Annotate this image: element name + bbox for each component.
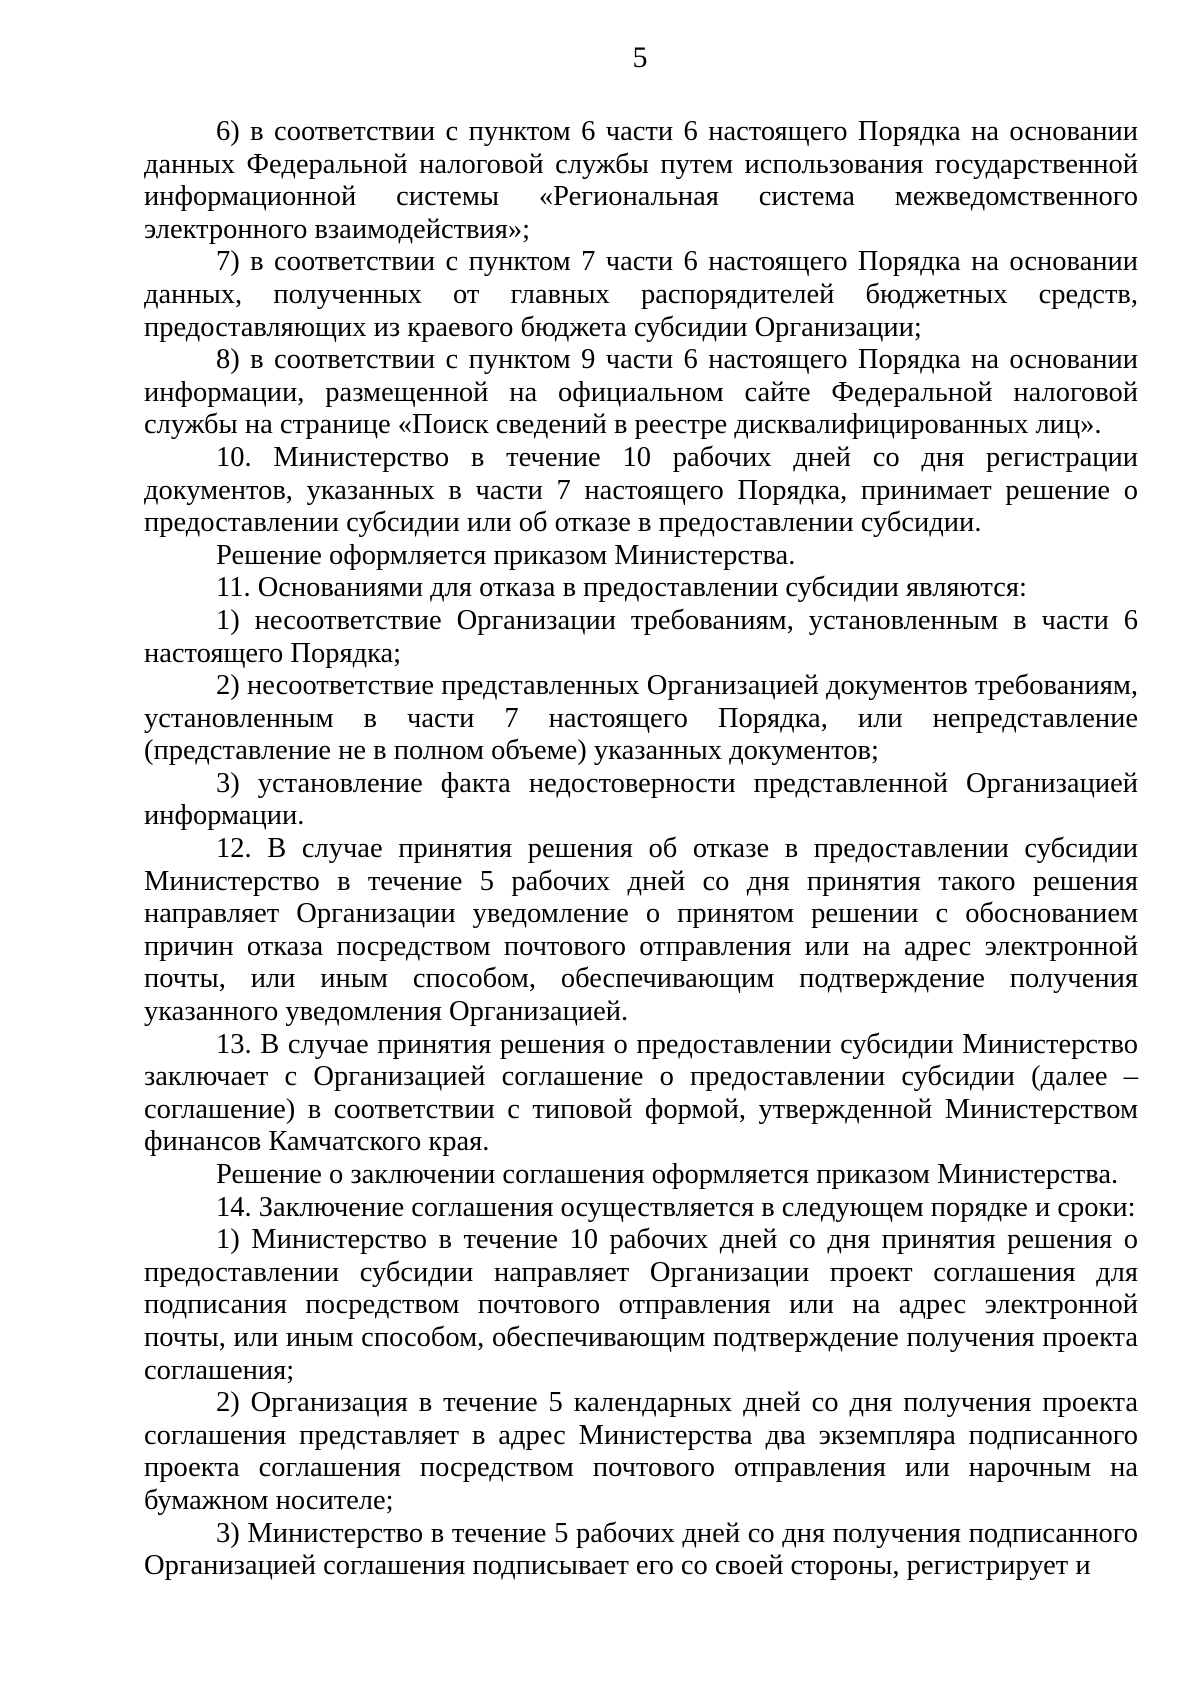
paragraph-step-2: 2) Организация в течение 5 календарных дней со дня получения проекта соглашения представляет в адрес Министерства два экземпляра подписанного проекта соглашения посредством почтового отправления или нарочным на бумажном носителе; bbox=[144, 1387, 1138, 1516]
paragraph-decision-note: Решение оформляется приказом Министерства. bbox=[216, 539, 796, 571]
paragraph-ground-2: 2) несоответствие представленных Организацией документов требованиям, установленным в части 7 настоящего Порядка, или непредставление (представление не в полном объеме) указанных документов; bbox=[144, 670, 1138, 767]
paragraph-step-1: 1) Министерство в течение 10 рабочих дней со дня принятия решения о предоставлении субсидии направляет Организации проект соглашения для подписания посредством почтового отправления или на адрес электронной почты, или иным способом, обеспечивающим подтверждение получения проекта соглашения; bbox=[144, 1224, 1138, 1386]
document-body bbox=[144, 116, 1138, 1583]
paragraph-clause-14: 14. Заключение соглашения осуществляется в следующем порядке и сроки: bbox=[216, 1191, 1136, 1223]
page-number: 5 bbox=[632, 41, 648, 74]
paragraph-item-6: 6) в соответствии с пунктом 6 части 6 настоящего Порядка на основании данных Федеральной налоговой службы путем использования государственной информационной системы «Региональная система межведомственного электронного взаимодействия»; bbox=[144, 116, 1138, 245]
paragraph-step-3: 3) Министерство в течение 5 рабочих дней со дня получения подписанного Организацией соглашения подписывает его со своей стороны, регистрирует и bbox=[144, 1517, 1138, 1582]
paragraph-item-8: 8) в соответствии с пунктом 9 части 6 настоящего Порядка на основании информации, размещенной на официальном сайте Федеральной налоговой службы на странице «Поиск сведений в реестре дисквалифицированных лиц». bbox=[144, 344, 1138, 441]
paragraph-clause-12: 12. В случае принятия решения об отказе в предоставлении субсидии Министерство в течение 5 рабочих дней со дня принятия такого решения направляет Организации уведомление о принятом решении с обоснованием причин отказа посредством почтового отправления или на адрес электронной почты, или иным способом, обеспечивающим подтверждение получения указанного уведомления Организацией. bbox=[144, 833, 1138, 1028]
paragraph-ground-1: 1) несоответствие Организации требованиям, установленным в части 6 настоящего Порядка; bbox=[144, 604, 1138, 669]
paragraph-clause-13: 13. В случае принятия решения о предоставлении субсидии Министерство заключает с Организацией соглашение о предоставлении субсидии (далее – соглашение) в соответствии с типовой формой, утвержденной Министерством финансов Камчатского края. bbox=[144, 1028, 1138, 1158]
paragraph-agreement-note: Решение о заключении соглашения оформляется приказом Министерства. bbox=[216, 1159, 1119, 1190]
paragraph-ground-3: 3) установление факта недостоверности представленной Организацией информации. bbox=[144, 767, 1138, 832]
paragraph-clause-11: 11. Основаниями для отказа в предоставлении субсидии являются: bbox=[216, 572, 1027, 604]
paragraph-item-7: 7) в соответствии с пунктом 7 части 6 настоящего Порядка на основании данных, полученных от главных распорядителей бюджетных средств, предоставляющих из краевого бюджета субсидии Организации; bbox=[144, 246, 1138, 343]
paragraph-clause-10: 10. Министерство в течение 10 рабочих дней со дня регистрации документов, указанных в части 7 настоящего Порядка, принимает решение о предоставлении субсидии или об отказе в предоставлении субсидии. bbox=[144, 441, 1138, 539]
